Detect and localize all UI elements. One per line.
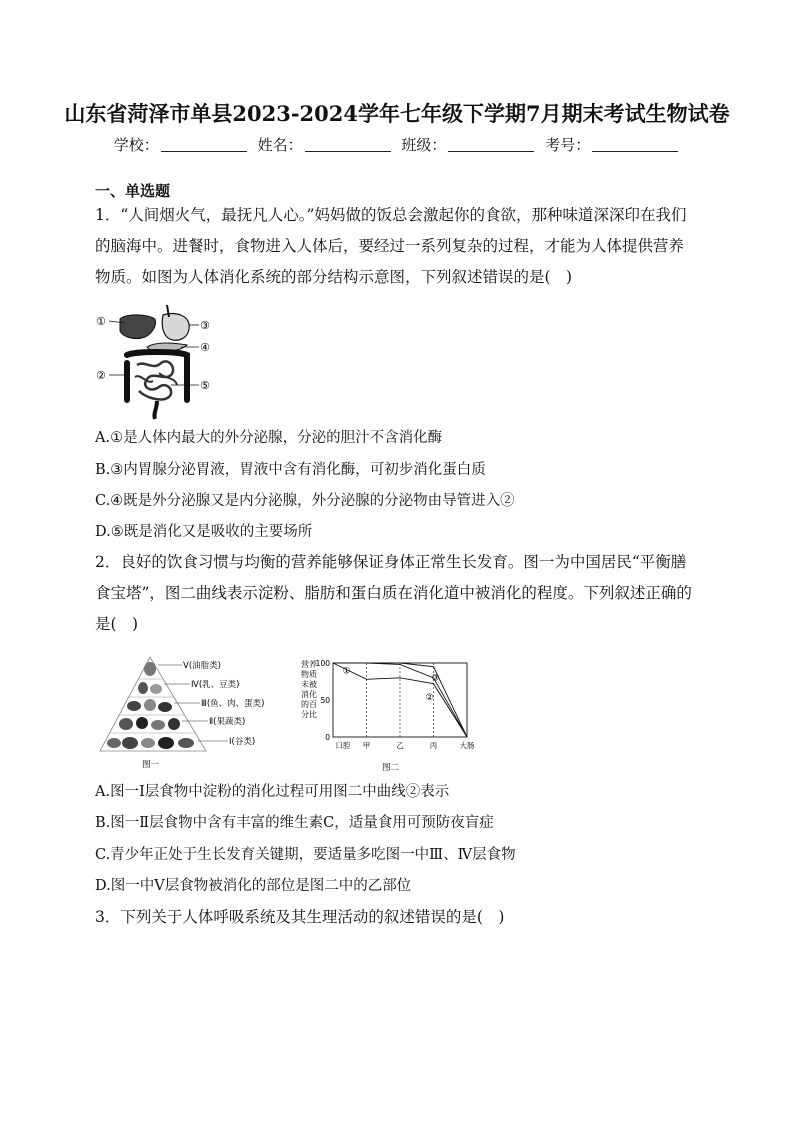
chart-series-label: ② [425,692,434,703]
chart-x-tick: 乙 [396,741,404,750]
question-2-number: 2． [95,553,121,571]
question-3 [95,902,699,933]
number-blank[interactable] [592,137,678,152]
level-2-label: Ⅱ(果蔬类) [209,717,246,727]
question-1-number: 1． [95,206,121,224]
chart-x-tick: 口腔 [335,741,351,750]
level-1-label: Ⅰ(谷类) [229,737,256,747]
class-label: 班级： [401,136,447,154]
label-5: ⑤ [200,379,210,392]
chart-x-tick: 丙 [429,741,438,750]
question-2-text: 良好的饮食习惯与均衡的营养能够保证身体正常生长发育。图一为中国居民“平衡膳食宝塔”，图二曲线表示淀粉、脂肪和蛋白质在消化道中被消化的程度。下列叙述正确的是( ) [95,553,692,633]
school-label: 学校： [113,136,159,154]
chart-x-tick: 大肠 [459,741,475,750]
school-blank[interactable] [161,137,247,152]
digestion-chart [297,657,475,773]
name-label: 姓名： [257,136,303,154]
question-3-text: 下列关于人体呼吸系统及其生理活动的叙述错误的是( ) [120,908,505,926]
label-1: ① [96,315,106,328]
question-3-number: 3． [95,908,121,926]
exam-title: 山东省菏泽市单县2023-2024学年七年级下学期7月期末考试生物试卷 [64,101,730,126]
level-3-label: Ⅲ(鱼、肉、蛋类) [201,699,265,709]
food-pyramid-figure [98,655,278,770]
chart-x-tick: 甲 [362,741,371,750]
chart-y-tick: 0 [325,733,330,742]
digestive-system-figure [95,305,220,420]
q1-option-d[interactable]: D.⑤既是消化又是吸收的主要场所 [95,524,313,540]
q2-option-c[interactable]: C.青少年正处于生长发育关键期，要适量多吃图一中Ⅲ、Ⅳ层食物 [95,847,516,863]
label-3: ③ [200,319,210,332]
q1-option-b[interactable]: B.③内胃腺分泌胃液，胃液中含有消化酶，可初步消化蛋白质 [95,462,486,478]
number-label: 考号： [545,136,591,154]
q1-option-c[interactable]: C.④既是外分泌腺又是内分泌腺，外分泌腺的分泌物由导管进入② [95,493,515,509]
question-1-text: “人间烟火气，最抚凡人心。”妈妈做的饭总会激起你的食欲，那种味道深深印在我们的脑海中。进餐时，食物进入人体后，要经过一系列复杂的过程，才能为人体提供营养物质。如图为人体消化系统的部分结构示意图，下列叙述错误的是( ) [95,206,687,286]
chart-y-tick: 100 [315,659,330,668]
level-4-label: Ⅳ(乳、豆类) [191,680,240,690]
q2-option-a[interactable]: A.图一Ⅰ层食物中淀粉的消化过程可用图二中曲线②表示 [95,784,450,800]
class-blank[interactable] [448,137,534,152]
question-1 [95,200,699,293]
q1-option-a[interactable]: A.①是人体内最大的外分泌腺，分泌的胆汁不含消化酶 [95,430,443,446]
section-heading: 一、单选题 [95,182,171,200]
question-2 [95,547,699,640]
name-blank[interactable] [305,137,391,152]
chart-y-label: 营养物质未被消化的百分比 [301,660,317,719]
label-4: ④ [200,341,210,354]
chart-series-label: ③ [431,673,440,684]
q2-option-d[interactable]: D.图一中Ⅴ层食物被消化的部位是图二中的乙部位 [95,878,412,894]
figure-2-caption: 图二 [382,763,400,773]
chart-y-tick: 50 [320,696,330,705]
level-5-label: Ⅴ(油脂类) [183,661,221,671]
chart-series-label: ① [342,666,351,677]
digestion-curve-figure [297,657,475,773]
q2-option-b[interactable]: B.图一Ⅱ层食物中含有丰富的维生素C，适量食用可预防夜盲症 [95,815,494,831]
figure-1-caption: 图一 [142,760,160,770]
label-2: ② [96,369,106,382]
student-info-line [0,134,794,155]
